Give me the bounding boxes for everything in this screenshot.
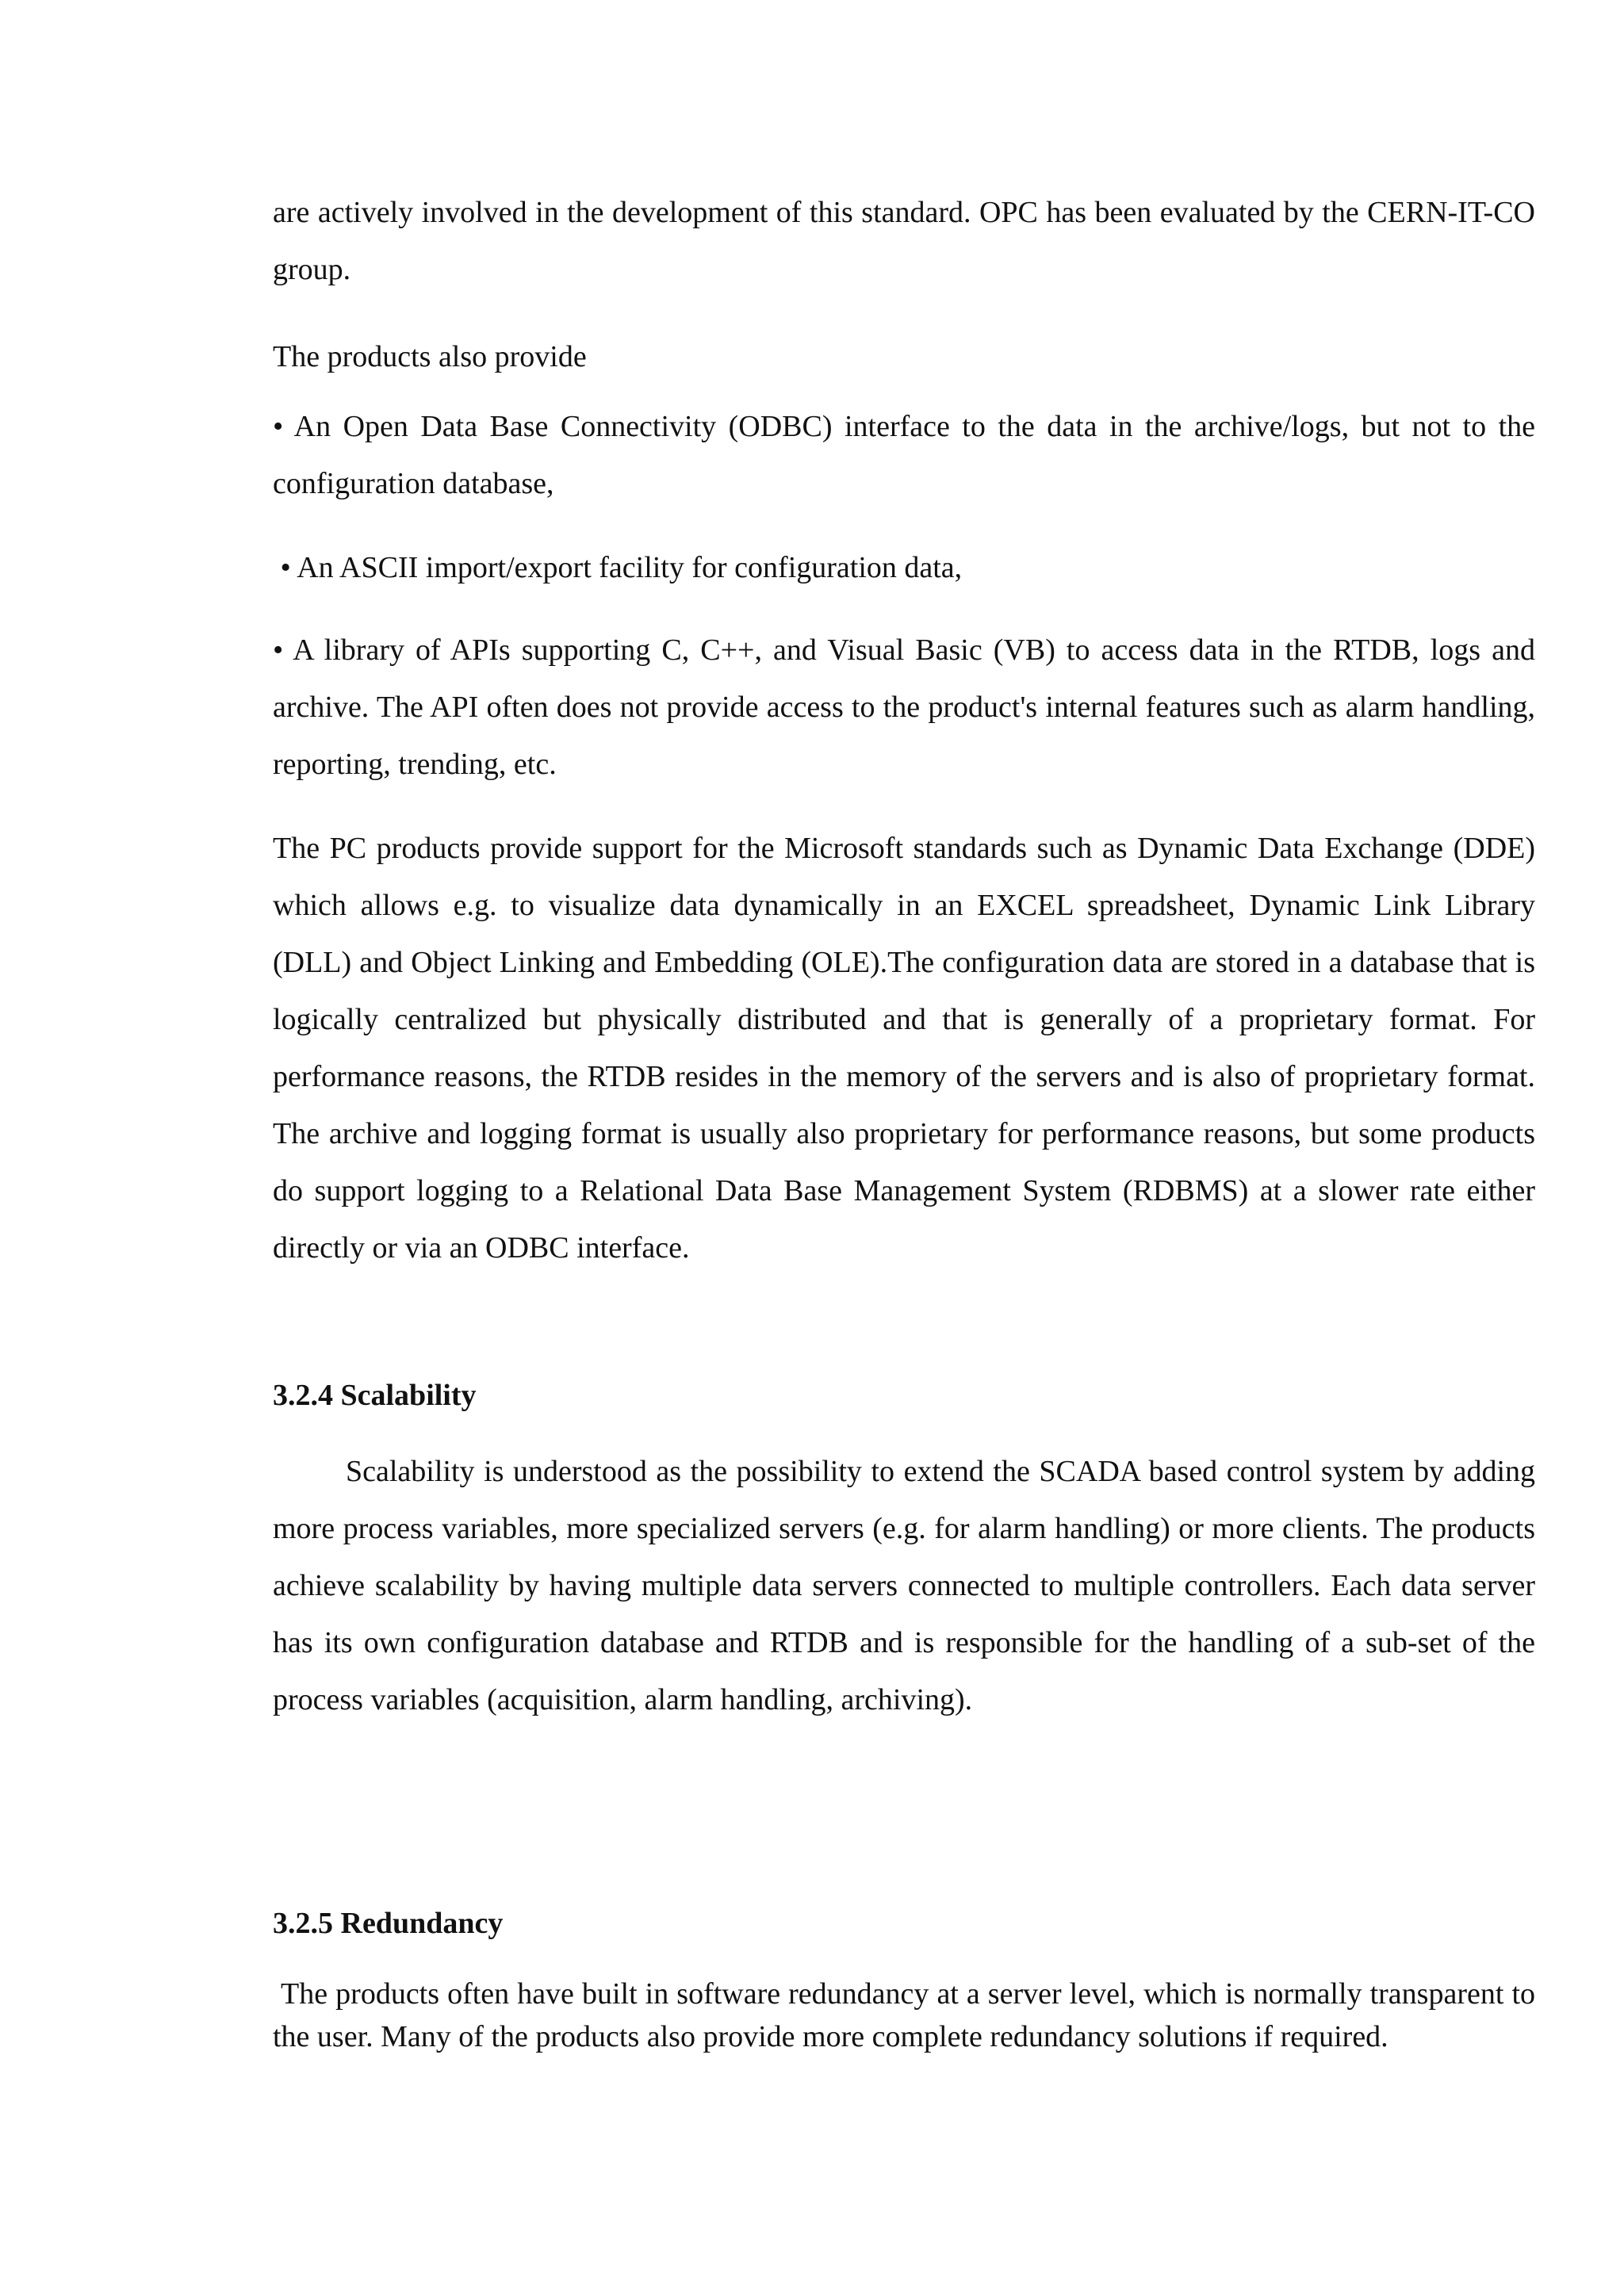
section-heading-scalability: 3.2.4 Scalability [273,1379,477,1412]
pc-products-paragraph: The PC products provide support for the Microsoft standards such as Dynamic Data Exchange (DDE) which allows e.g. to visualize data dynamically in an EXCEL spreadsheet, Dynamic Link Library (DLL) and Object Linking and Embedding (OLE).The configuration data are stored in a database that is logically centralized but physically distributed and that is generally of a proprietary format. For performance reasons, the RTDB resides in the memory of the servers and is also of proprietary format. The archive and logging format is usually also proprietary for performance reasons, but some products do support logging to a Relational Data Base Management System (RDBMS) at a slower rate either directly or via an ODBC interface. [273,832,1535,1265]
bullet-odbc: • An Open Data Base Connectivity (ODBC) interface to the data in the archive/logs, but not to the configuration database, [273,410,1535,500]
opc-continuation-paragraph: are actively involved in the development of this standard. OPC has been evaluated by the CERN-IT-CO group. [273,196,1535,286]
products-provide-paragraph: The products also provide [273,340,587,373]
redundancy-paragraph: The products often have built in software redundancy at a server level, which is normally transparent to the user. Many of the products also provide more complete redundancy solutions if required. [273,1977,1543,2053]
bullet-api: • A library of APIs supporting C, C++, and Visual Basic (VB) to access data in the RTDB, logs and archive. The API often does not provide access to the product's internal features such as alarm handling, reporting, trending, etc. [273,633,1535,781]
section-heading-redundancy: 3.2.5 Redundancy [273,1907,504,1940]
scalability-paragraph: Scalability is understood as the possibility to extend the SCADA based control system by adding more process variables, more specialized servers (e.g. for alarm handling) or more clients. The products achieve scalability by having multiple data servers connected to multiple controllers. Each data server has its own configuration database and RTDB and is responsible for the handling of a sub-set of the process variables (acquisition, alarm handling, archiving). [273,1455,1535,1716]
bullet-ascii: • An ASCII import/export facility for configuration data, [273,551,963,584]
